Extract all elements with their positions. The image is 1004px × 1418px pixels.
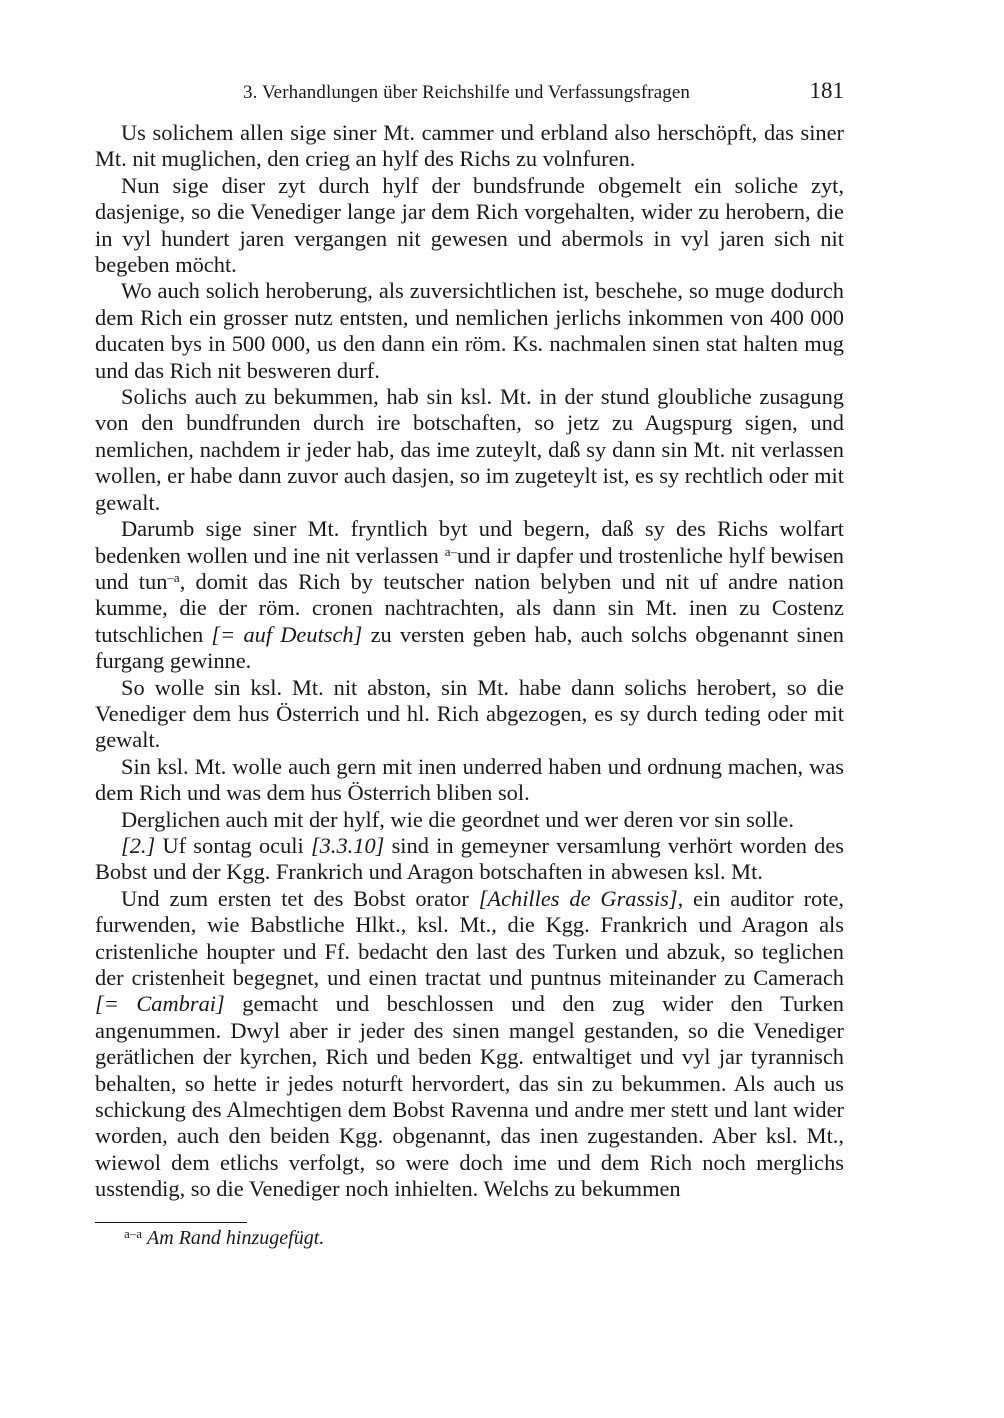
paragraph: Wo auch solich heroberung, als zuversichtlichen ist, beschehe, so muge dodurch dem Rich ein grosser nutz entsten, und nemlichen jerlichs inkommen von 400 000 ducaten bys in 500 000, us den dann ein röm. Ks. nachmalen sinen stat halten mug und das Rich nit besweren durf. [95,278,844,383]
paragraph [95,516,844,674]
text-run: Uf sontag oculi [155,832,311,858]
paragraph: Sin ksl. Mt. wolle auch gern mit inen underred haben und ordnung machen, was dem Rich und was dem hus Österrich bliben sol. [95,753,844,806]
paragraph: Solichs auch zu bekummen, hab sin ksl. Mt. in der stund gloubliche zusagung von den bundfrunden durch ire botschaften, so jetz zu Augspurg sigen, und nemlichen, nachdem ir jeder hab, das ime zuteylt, daß sy dann sin Mt. nit verlassen wollen, er habe dann zuvor auch dasjen, so im zugeteylt ist, es sy rechtlich oder mit gewalt. [95,384,844,515]
text-run: , ein auditor rote, furwenden, wie Babstliche Hlkt., ksl. Mt., die Kgg. Frankrich und Aragon als cristenliche houpter und Ff. bedacht den last des Turken und abzuk, so teglichen der cristenheit begegnet, und einen tractat und puntnus miteinander zu Camerach [95,885,844,990]
editorial-note: [= auf Deutsch] [211,621,363,647]
footnote-divider [95,1222,247,1223]
editorial-date: [3.3.10] [310,832,385,858]
footnote-marker-open: a– [444,543,457,559]
editorial-note: [Achilles de Grassis] [478,885,678,911]
paragraph: Derglichen auch mit der hylf, wie die geordnet und wer deren vor sin solle. [121,806,794,832]
main-text [95,120,844,1203]
text-run: Darumb sige siner Mt. fryntlich byt und begern, daß sy des Richs wolfart bedenken wollen und ine nit verlassen [95,516,844,568]
running-head: 3. Verhandlungen über Reichshilfe und Verfassungsfragen [243,82,690,103]
paragraph [95,833,844,886]
paragraph: So wolle sin ksl. Mt. nit abston, sin Mt. habe dann solichs herobert, so die Venediger dem hus Österrich und hl. Rich abgezogen, es sy durch teding oder mit gewalt. [95,674,844,753]
editorial-note: [= Cambrai] [95,991,225,1017]
footnote-marker: a–a [124,1226,143,1241]
footnote-marker-close: –a [167,569,180,585]
text-run: , domit das Rich by teutscher nation belyben und nit uf andre nation kumme, die der röm. cronen nachtrachten, als dann sin Mt. inen zu Costenz tutschlichen [95,568,844,647]
text-run: zu versten geben hab, auch solchs obgenannt sinen furgang gewinne. [95,621,844,674]
section-number: [2.] [121,832,156,858]
paragraph: Nun sige diser zyt durch hylf der bundsfrunde obgemelt ein soliche zyt, dasjenige, so die Venediger lange jar dem Rich vorgehalten, wider zu herobern, die in vyl hundert jaren vergangen nit gewesen und abermols in vyl jaren sich nit begeben möcht. [95,172,844,278]
text-run: gemacht und beschlossen und den zug wider den Turken angenummen. Dwyl aber ir jeder des sinen mangel gestanden, so die Venediger gerätlichen der kyrchen, Rich und beden Kgg. entwaltiget und vyl jar tyrannisch behalten, so hette ir jedes noturft hervordert, das sin zu bekummen. Als auch us schickung des Almechtigen dem Bobst Ravenna und andre mer stett und lant wider worden, auch den beiden Kgg. obgenannt, das inen zugestanden. Aber ksl. Mt., wiewol dem etlichs verfolgt, so were doch ime und dem Rich noch merglichs usstendig, so die Venediger noch inhielten. Welchs zu bekummen [95,991,845,1202]
text-run: Und zum ersten tet des Bobst orator [121,885,479,911]
footnote [124,1227,324,1250]
text-run: und ir dapfer und trostenliche hylf bewisen und tun [95,542,844,594]
footnote-text: Am Rand hinzugefügt. [147,1227,325,1249]
page-header [95,78,844,108]
text-run: sind in gemeyner versamlung verhört worden des Bobst und der Kgg. Frankrich und Aragon botschaften in abwesen ksl. Mt. [95,832,844,885]
paragraph [95,886,844,1203]
page-number: 181 [809,78,844,103]
paragraph: Us solichem allen sige siner Mt. cammer und erbland also herschöpft, das siner Mt. nit muglichen, den crieg an hylf des Richs zu volnfuren. [95,120,844,172]
